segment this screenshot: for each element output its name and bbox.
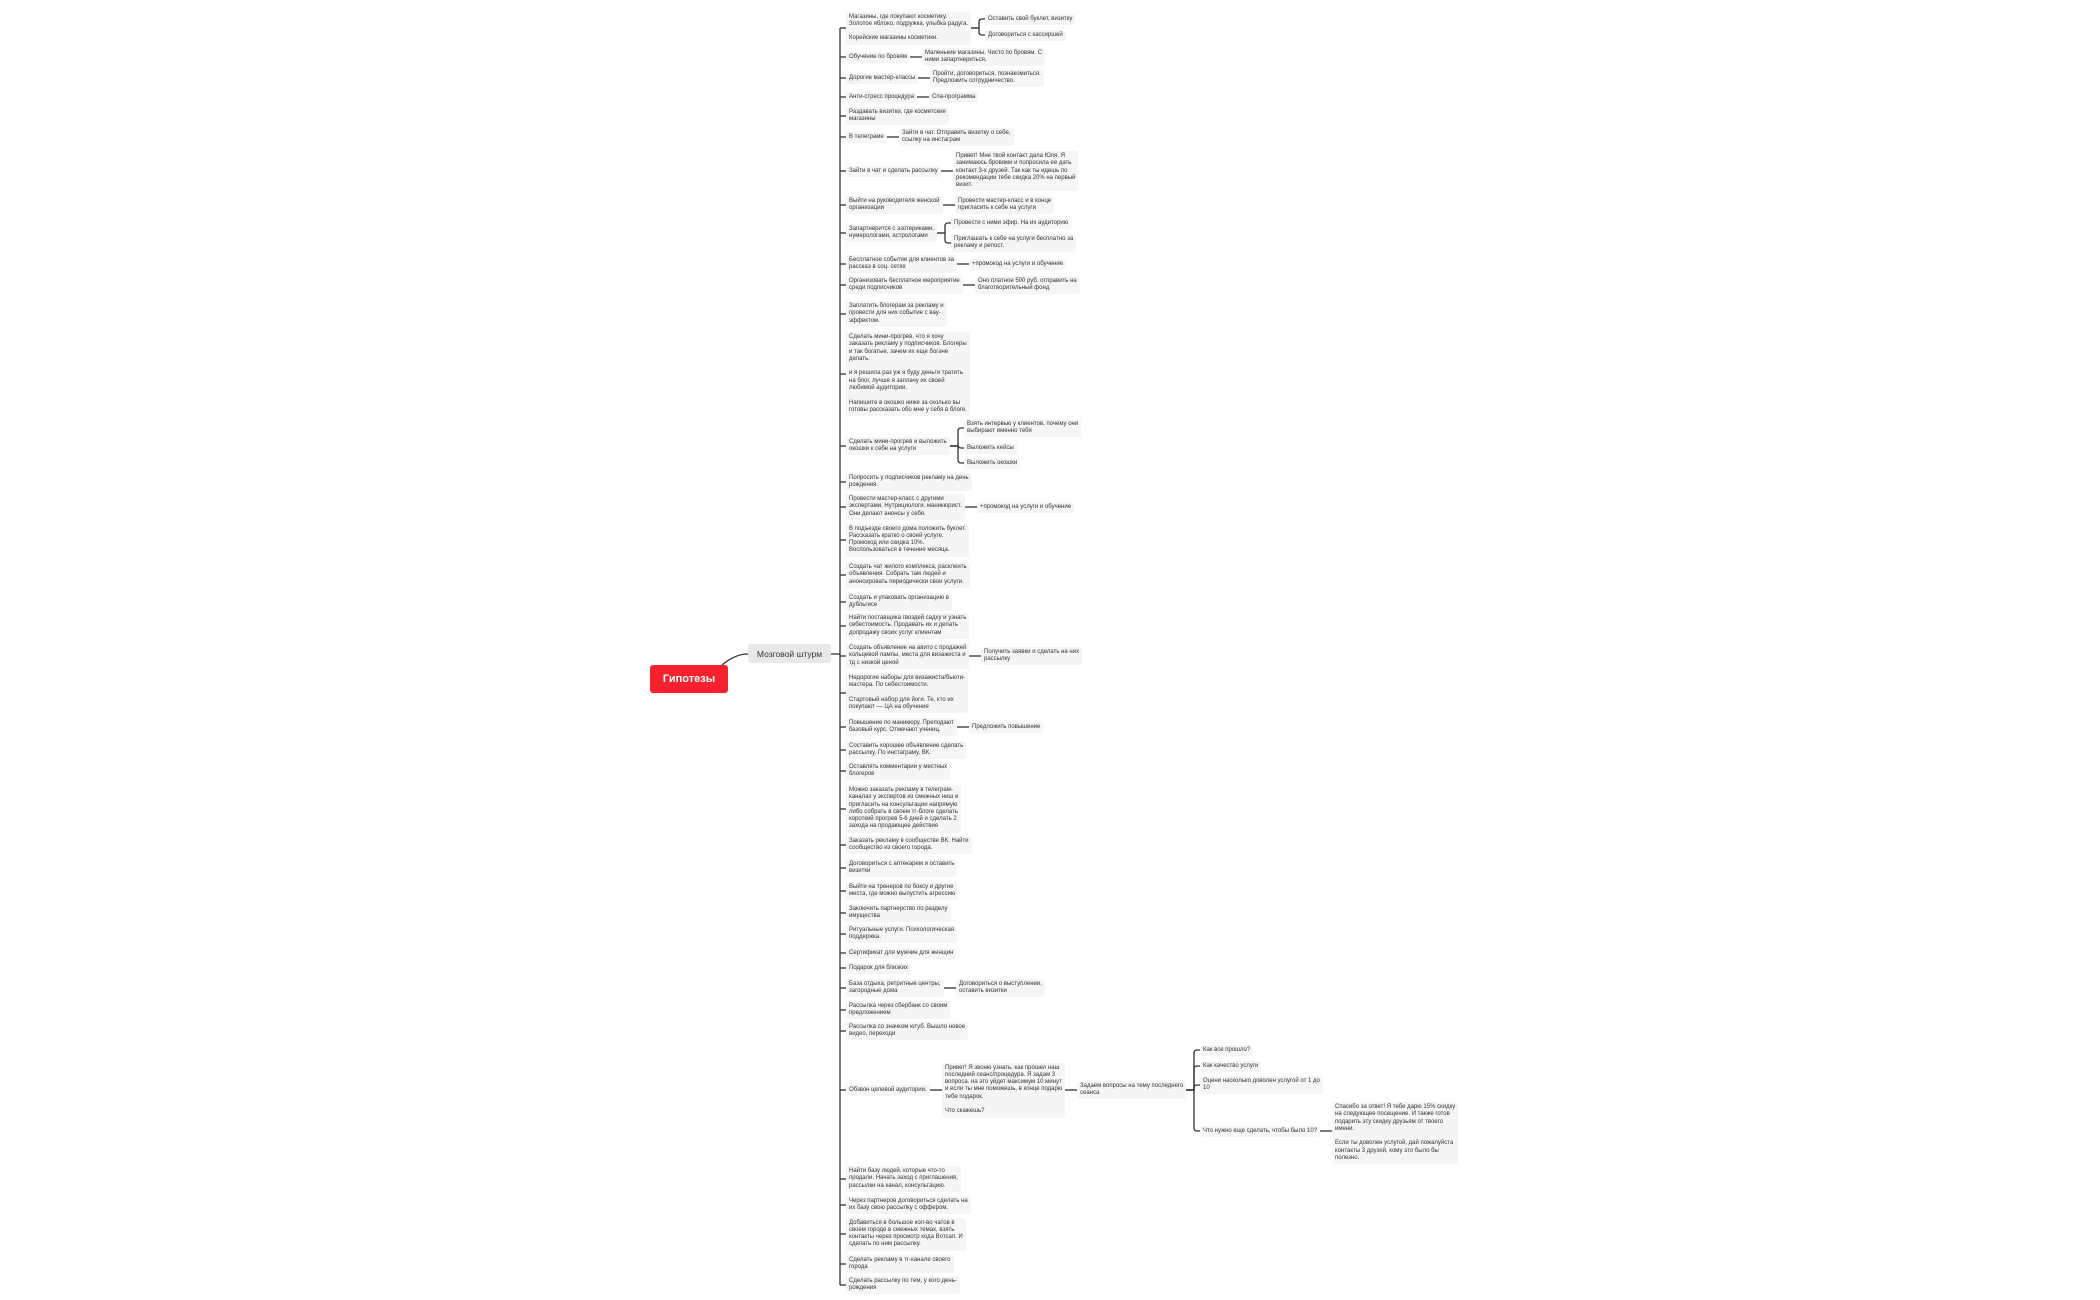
idea-detail-node[interactable]: Оставить свой буклет, визитку [985, 14, 1075, 25]
idea-node[interactable]: Создать чат жилого комплекса, расклеить объявления. Собрать там людей и анонсировать периодически свои услуги. [846, 562, 970, 588]
idea-node[interactable]: Сделать мини-прогрев, что я хочу заказать рекламу у подписчиков. Блогеры и так богатые, зачем их еще богаче делать. и я решила раз уж я буду деньги тратить на блог, лучше я заплачу их своей любимой аудитории. Напишите в окошко ниже за сколько вы готовы рассказать обо мне у себя в блоге. [846, 332, 970, 416]
idea-node[interactable]: Через партнеров договориться сделать на их базу свою рассылку с оффером. [846, 1196, 971, 1215]
idea-node[interactable]: В подъезде своего дома положить буклет. Рассказать кратко о своей услуге. Промокод или скидка 10%. Воспользоваться в течение месяца. [846, 524, 969, 557]
idea-node[interactable]: Зайти в чат и сделать рассылку [846, 166, 941, 177]
idea-detail-node[interactable]: Что нужно еще сделать, чтобы было 10? [1200, 1126, 1320, 1137]
idea-detail-node[interactable]: Привет! Я звоню узнать, как прошел наш последний сеанс/процедура. Я задам 3 вопроса. на это уйдет максимум 10 минут и если ты мне поможешь, в конце подарю тебе подарок. Что скажешь? [942, 1063, 1065, 1118]
idea-detail-node[interactable]: Предложить повышение [969, 722, 1043, 733]
idea-detail-node[interactable]: Как все прошло? [1200, 1045, 1253, 1056]
idea-node[interactable]: Составить хорошее объявление сделать рассылку. По инстаграму, ВК. [846, 741, 966, 760]
idea-node[interactable]: Раздавать визитки, где косметские магазины [846, 107, 949, 126]
idea-node[interactable]: Сделать рекламу в тг-канале своего города [846, 1255, 954, 1274]
idea-detail-node[interactable]: Задаем вопросы на тему последнего сеанса [1077, 1081, 1186, 1100]
idea-detail-node[interactable]: Выложить окошки [964, 458, 1020, 469]
idea-detail-node[interactable]: Спа-программа [929, 92, 978, 103]
idea-detail-node[interactable]: Маленькие магазины. Чисто по бровям. С ними запартнериться. [922, 48, 1045, 67]
idea-node[interactable]: Повышение по маникюру. Преподают базовый курс. Отмечают учениц. [846, 718, 957, 737]
idea-node[interactable]: Можно заказать рекламу в телеграм- каналах у экспертов из смежных ниш и пригласить на консультации напрямую либо собрать в своем тг-блоге сделать короткий прогрев 5-6 дней и сделать 2 захода на продающее действие [846, 785, 961, 833]
idea-detail-node[interactable]: Оцени насколько доволен услугой от 1 до 10 [1200, 1076, 1323, 1095]
connector-line [1186, 1066, 1200, 1090]
idea-node[interactable]: Запартнерится с эзотериками, нумерологами, астрологами [846, 224, 937, 243]
idea-detail-node[interactable]: Пройти, договориться, познакомиться. Предложить сотрудничество. [930, 69, 1044, 88]
idea-node[interactable]: Обучение по бровям [846, 52, 910, 63]
idea-node[interactable]: Выйти на руководителя женской организации [846, 196, 943, 215]
idea-node[interactable]: Подарок для близких [846, 963, 911, 974]
idea-detail-node[interactable]: Оно платное 500 руб. отправить на благотворительный фонд [975, 276, 1080, 295]
idea-node[interactable]: Ритуальные услуги. Психологическая поддержка. [846, 925, 957, 944]
idea-detail-node[interactable]: Как качество услуги [1200, 1061, 1261, 1072]
connector-line [722, 654, 748, 665]
connector-line [1186, 1085, 1200, 1090]
idea-node[interactable]: Сделать рассылку по тем, у кого день- рождения [846, 1276, 960, 1295]
idea-node[interactable]: Заключить партнерство по разделу имущества [846, 904, 951, 923]
idea-node[interactable]: В телеграме [846, 132, 887, 143]
idea-node[interactable]: Оставлять комментарии у местных блогеров [846, 762, 950, 781]
connector-line [950, 445, 964, 448]
main-topic-node[interactable]: Мозговой штурм [748, 644, 831, 663]
connector-line [971, 28, 985, 35]
idea-node[interactable]: Провести мастер-класс с другими экспертами. Нутрициологи, маникюрист. Они делают анонсы у себя. [846, 494, 965, 520]
idea-detail-node[interactable]: Выложить кейсы [964, 443, 1017, 454]
root-node[interactable]: Гипотезы [650, 665, 728, 693]
idea-node[interactable]: Дорогие мастер-классы [846, 73, 918, 84]
idea-detail-node[interactable]: Договориться о выступлении, оставить визитки [956, 979, 1045, 998]
idea-node[interactable]: Рассылка со значком ютуб. Вышло новое видео, переходи [846, 1022, 968, 1041]
idea-detail-node[interactable]: Спасибо за ответ! Я тебе дарю 15% скидку на следующее посещение. И также готов подарить эту скидку друзьям от твоего имени. Если ты доволен услугой, дай пожалуйста контакты 3 друзей, кому это было бы полезно. [1332, 1102, 1458, 1164]
connector-line [937, 233, 951, 243]
idea-node[interactable]: Найти поставщика гвоздей садху и узнать себестоимость. Продавать их и делать допродажу своих услуг клиентам [846, 613, 969, 639]
idea-node[interactable]: Попросить у подписчиков рекламу на день рождения. [846, 473, 972, 492]
idea-node[interactable]: Заказать рекламу в сообществе ВК. Найти сообщество из своего города. [846, 836, 972, 855]
idea-detail-node[interactable]: Взять интервью у клиентов, почему они выбирают именно тебя [964, 419, 1081, 438]
idea-node[interactable]: Анти-стресс процедура [846, 92, 917, 103]
idea-node[interactable]: База отдыха, ретритные центры, загородные дома [846, 979, 944, 998]
idea-node[interactable]: Рассылка через сбербанк со своим предложением [846, 1001, 950, 1020]
idea-node[interactable]: Бесплатное событие для клиентов за расскаэ в соц. сетях [846, 255, 957, 274]
connector-line [1186, 1090, 1200, 1131]
idea-node[interactable]: Сделать мини-прогрев и выложить окошки к себе на услуги [846, 437, 950, 456]
connector-line [950, 428, 964, 446]
idea-node[interactable]: Сертификат для мужчин для женщин [846, 948, 956, 959]
idea-node[interactable]: Магазины, где покупают косметику. Золотое яблоко, подружка, улыбка радуга. Корейские магазины косметики. [846, 12, 971, 45]
connector-line [971, 19, 985, 28]
idea-node[interactable]: Добавиться в большое кол-во чатов в своем городе в смежных темах, взять контакты через просмотр кода Вотсап. И сделать по ним рассылку. [846, 1218, 966, 1251]
connector-line [1186, 1050, 1200, 1090]
idea-node[interactable]: Организовать бесплатное мероприятие среди подписчиков [846, 276, 963, 295]
idea-node[interactable]: Создать и упаковать организацию в дубльгисе [846, 593, 952, 612]
idea-node[interactable]: Найти базу людей, которые что-то продали. Начать заход с приглашения, рассылки на канал, консультацию. [846, 1166, 961, 1192]
idea-detail-node[interactable]: +промокод на услуги и обучение [977, 502, 1074, 513]
connector-line [937, 223, 951, 233]
idea-detail-node[interactable]: Провести мастер-класс и в конце пригласить к себе на услуги [955, 196, 1054, 215]
idea-detail-node[interactable]: Зайти в чат. Отправить визитку о себе, ссылку на инстаграм [899, 128, 1014, 147]
idea-detail-node[interactable]: Привет! Мне твой контакт дала Юля. Я занимаюсь бровями и попросила ее дать контакт 3-х друзей. Так как ты идешь по рекомендации тебе скидка 20% на первый визит. [953, 151, 1078, 191]
idea-node[interactable]: Создать объявление на авито с продажей кольцевой лампы, места для визажиста и тд с низкой ценой [846, 643, 969, 669]
idea-node[interactable]: Обзвон целевой аудитории. [846, 1085, 930, 1096]
idea-node[interactable]: Заплатить блогерам за рекламу и провести для них событие с вау- эффектом. [846, 301, 947, 327]
idea-detail-node[interactable]: Провести с ними эфир. На их аудиторию [951, 218, 1071, 229]
idea-detail-node[interactable]: Приглашать к себе на услуги бесплатно за рекламу и репост. [951, 234, 1076, 253]
idea-detail-node[interactable]: Договориться с кассиршей [985, 30, 1066, 41]
idea-detail-node[interactable]: +промокод на услуги и обучение [969, 259, 1066, 270]
idea-node[interactable]: Недорогие наборы для визажиста/бьюти- мастера. По себестоимости. Стартовый набор для йоги. Те, кто их покупают — ЦА на обучение [846, 673, 968, 713]
connector-line [950, 446, 964, 463]
idea-node[interactable]: Договориться с аптекарем и оставить визитки [846, 859, 957, 878]
idea-detail-node[interactable]: Получить заявки и сделать на них рассылку [981, 647, 1082, 666]
idea-node[interactable]: Выйти на тренеров по боксу и другие места, где можно выпустить агрессию [846, 882, 958, 901]
